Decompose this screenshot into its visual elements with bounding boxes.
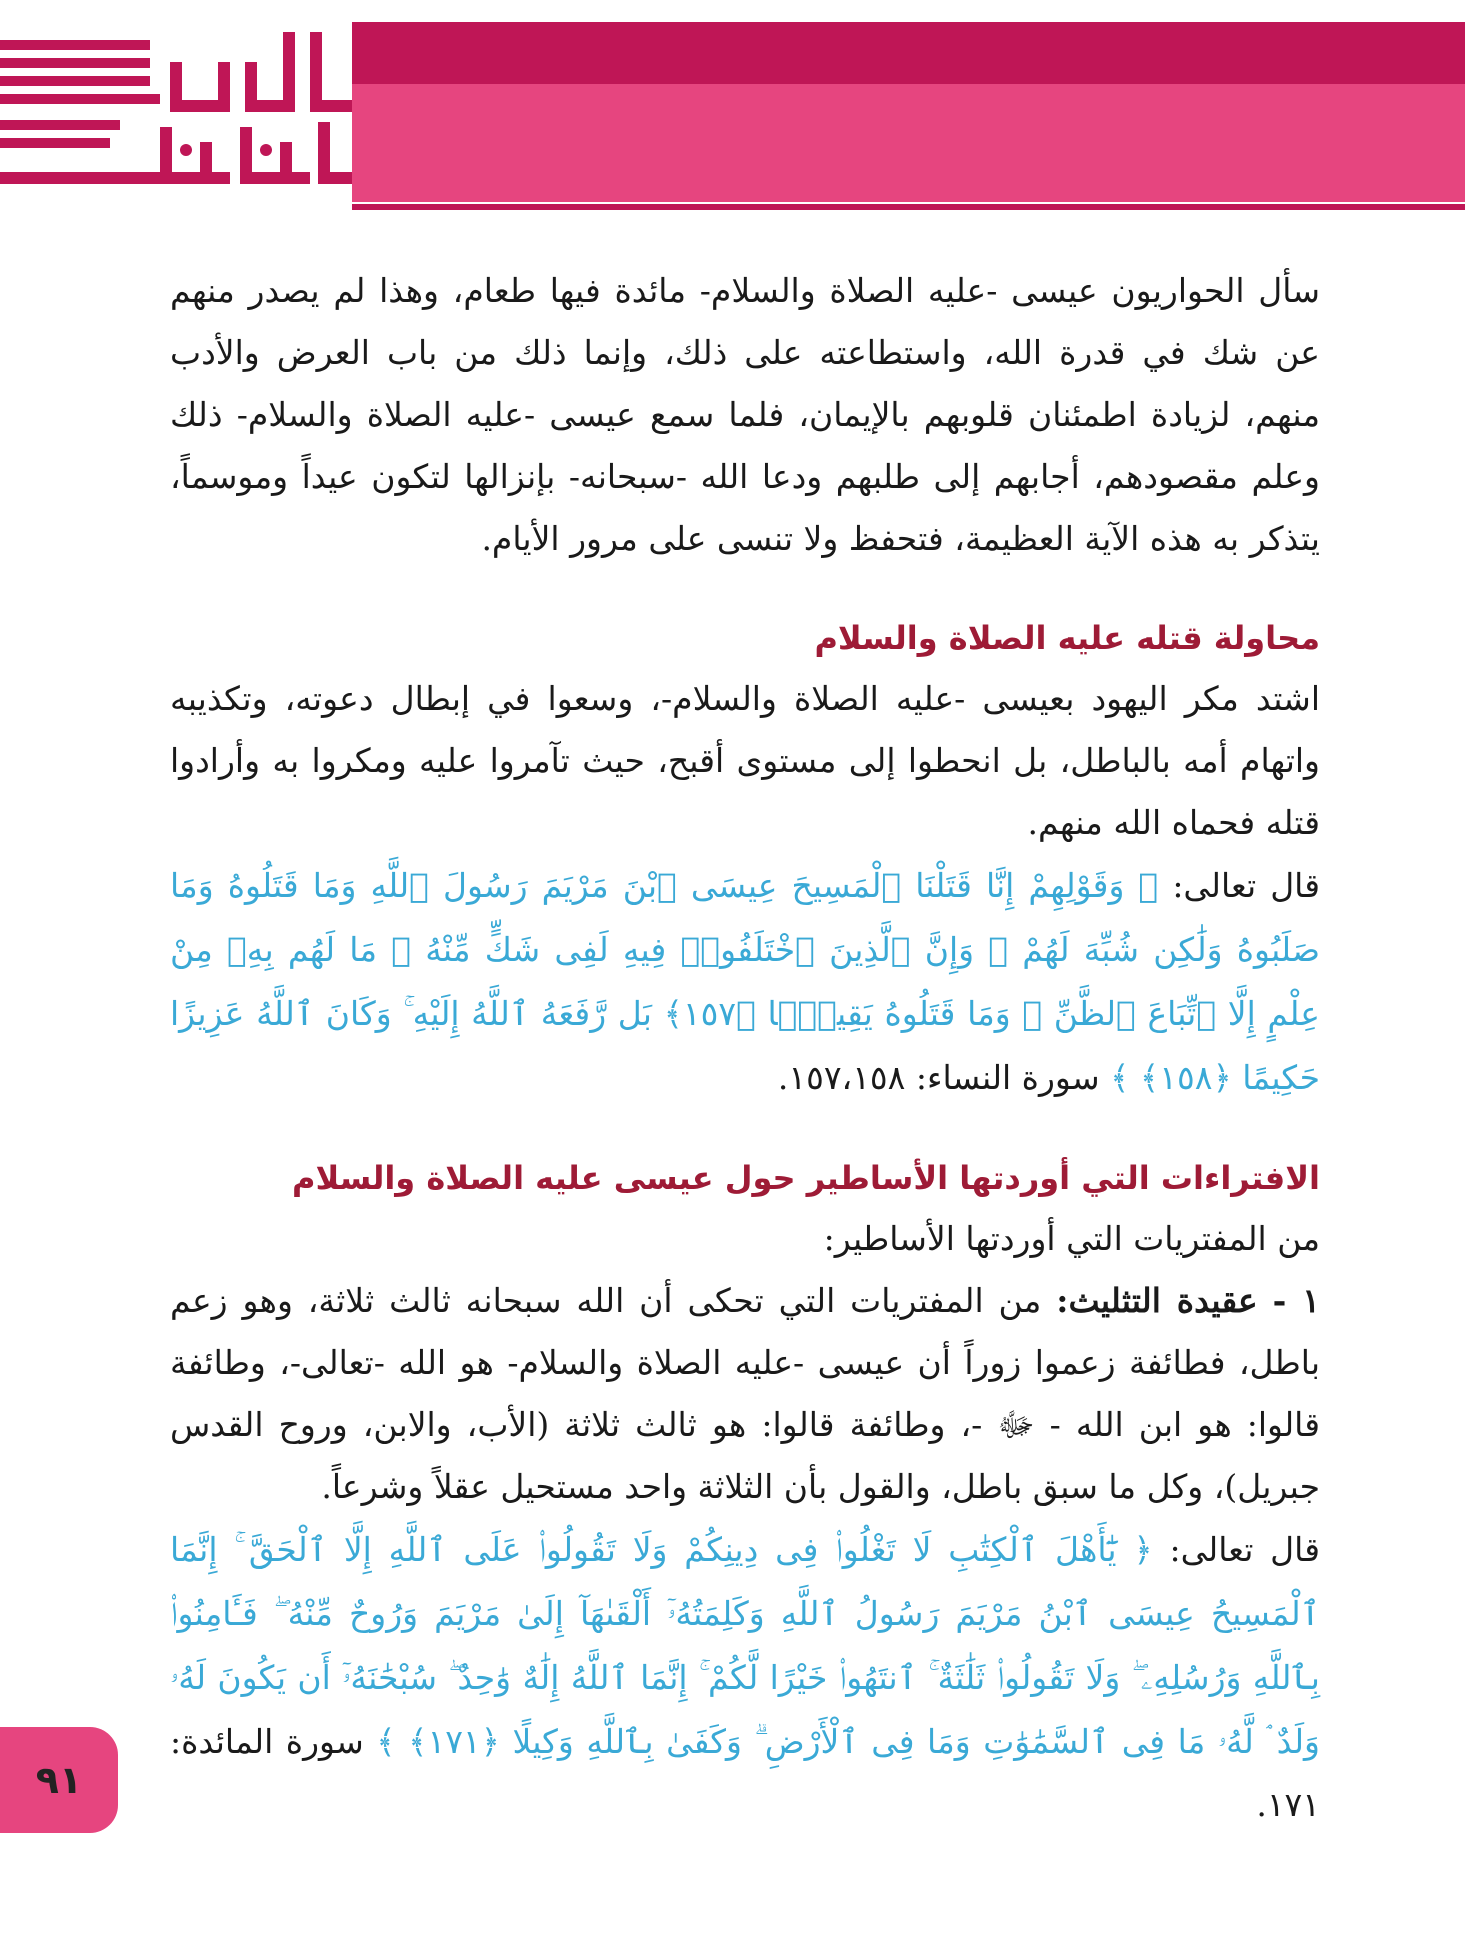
section-heading-assassination: محاولة قتله عليه الصلاة والسلام (814, 619, 1320, 657)
page-content (170, 260, 1320, 1836)
section-heading-myths: الافتراءات التي أوردتها الأساطير حول عيسى عليه الصلاة والسلام (292, 1159, 1320, 1197)
verse-block-1 (170, 854, 1320, 1110)
verse-intro: قال تعالى: (1172, 866, 1321, 905)
list-item-label: عقيدة التثليث: (1056, 1281, 1258, 1320)
list-item-text: من المفتريات التي تحكى أن الله سبحانه ثالث ثلاثة، وهو زعم باطل، فطائفة زعموا زوراً أن عيسى -عليه الصلاة والسلام- هو الله -تعالى-، وطائفة قالوا: هو ابن الله - ﷻ -، وطائفة قالوا: هو ثالث ثلاثة (الأب، والابن، وروح القدس جبريل)، وكل ما سبق باطل، والقول بأن الثلاثة واحد مستحيل عقلاً وشرعاً. (170, 1281, 1320, 1506)
page-number: ٩١ (0, 1727, 118, 1833)
chapter-logo (0, 22, 352, 210)
intro-paragraph: سأل الحواريون عيسى -عليه الصلاة والسلام- مائدة فيها طعام، وهذا لم يصدر منهم عن شك في قدرة الله، واستطاعته على ذلك، وإنما ذلك من باب العرض والأدب منهم، لزيادة اطمئنان قلوبهم بالإيمان، فلما سمع عيسى -عليه الصلاة والسلام- ذلك وعلم مقصودهم، أجابهم إلى طلبهم ودعا الله -سبحانه- بإنزالها لتكون عيداً وموسماً، يتذكر به هذه الآية العظيمة، فتحفظ ولا تنسى على مرور الأيام. (170, 271, 1320, 558)
header-band-dark (352, 22, 1465, 84)
quran-verse-nisa: ﴿ وَقَوْلِهِمْ إِنَّا قَتَلْنَا ٱلْمَسِيحَ عِيسَى ٱبْنَ مَرْيَمَ رَسُولَ ٱللَّهِ وَمَا قَتَلُوهُ وَمَا صَلَبُوهُ وَلَٰكِن شُبِّهَ لَهُمْ ۚ وَإِنَّ ٱلَّذِينَ ٱخْتَلَفُوا۟ فِيهِ لَفِى شَكٍّ مِّنْهُ ۚ مَا لَهُم بِهِۦ مِنْ عِلْمٍ إِلَّا ٱتِّبَاعَ ٱلظَّنِّ ۚ وَمَا قَتَلُوهُ يَقِينًۢا ﴿١٥٧﴾ بَل رَّفَعَهُ ٱللَّهُ إِلَيْهِ ۚ وَكَانَ ٱللَّهُ عَزِيزًا حَكِيمًا ﴿١٥٨﴾ ﴾ (170, 866, 1320, 1097)
header-band-light (352, 84, 1465, 202)
quran-verse-ahl-alkitab: ﴿ يَٰٓأَهْلَ ٱلْكِتَٰبِ لَا تَغْلُوا۟ فِى دِينِكُمْ وَلَا تَقُولُوا۟ عَلَى ٱللَّهِ إِلَّا ٱلْحَقَّ ۚ إِنَّمَا ٱلْمَسِيحُ عِيسَى ٱبْنُ مَرْيَمَ رَسُولُ ٱللَّهِ وَكَلِمَتُهُۥٓ أَلْقَىٰهَآ إِلَىٰ مَرْيَمَ وَرُوحٌ مِّنْهُ ۖ فَـَٔامِنُوا۟ بِٱللَّهِ وَرُسُلِهِۦ ۖ وَلَا تَقُولُوا۟ ثَلَٰثَةٌ ۚ ٱنتَهُوا۟ خَيْرًا لَّكُمْ ۚ إِنَّمَا ٱللَّهُ إِلَٰهٌ وَٰحِدٌ ۖ سُبْحَٰنَهُۥٓ أَن يَكُونَ لَهُۥ وَلَدٌ ۘ لَّهُۥ مَا فِى ٱلسَّمَٰوَٰتِ وَمَا فِى ٱلْأَرْضِ ۗ وَكَفَىٰ بِٱللَّهِ وَكِيلًا ﴿١٧١﴾ ﴾ (170, 1530, 1320, 1761)
list-item-trinity (170, 1270, 1320, 1518)
verse-block-2 (170, 1518, 1320, 1836)
verse-reference: سورة المائدة: ١٧١. (170, 1722, 1320, 1824)
section-intro-myths: من المفتريات التي أوردتها الأساطير: (823, 1219, 1320, 1258)
verse-reference: سورة النساء: ١٥٧،١٥٨. (777, 1058, 1100, 1097)
section-paragraph-assassination: اشتد مكر اليهود بعيسى -عليه الصلاة والسلام-، وسعوا في إبطال دعوته، وتكذيبه واتهام أمه بالباطل، بل انحطوا إلى مستوى أقبح، حيث تآمروا عليه ومكروا به وأرادوا قتله فحماه الله منهم. (170, 679, 1320, 842)
verse-intro: قال تعالى: (1169, 1530, 1320, 1569)
list-item-number: ١ - (1272, 1281, 1320, 1320)
